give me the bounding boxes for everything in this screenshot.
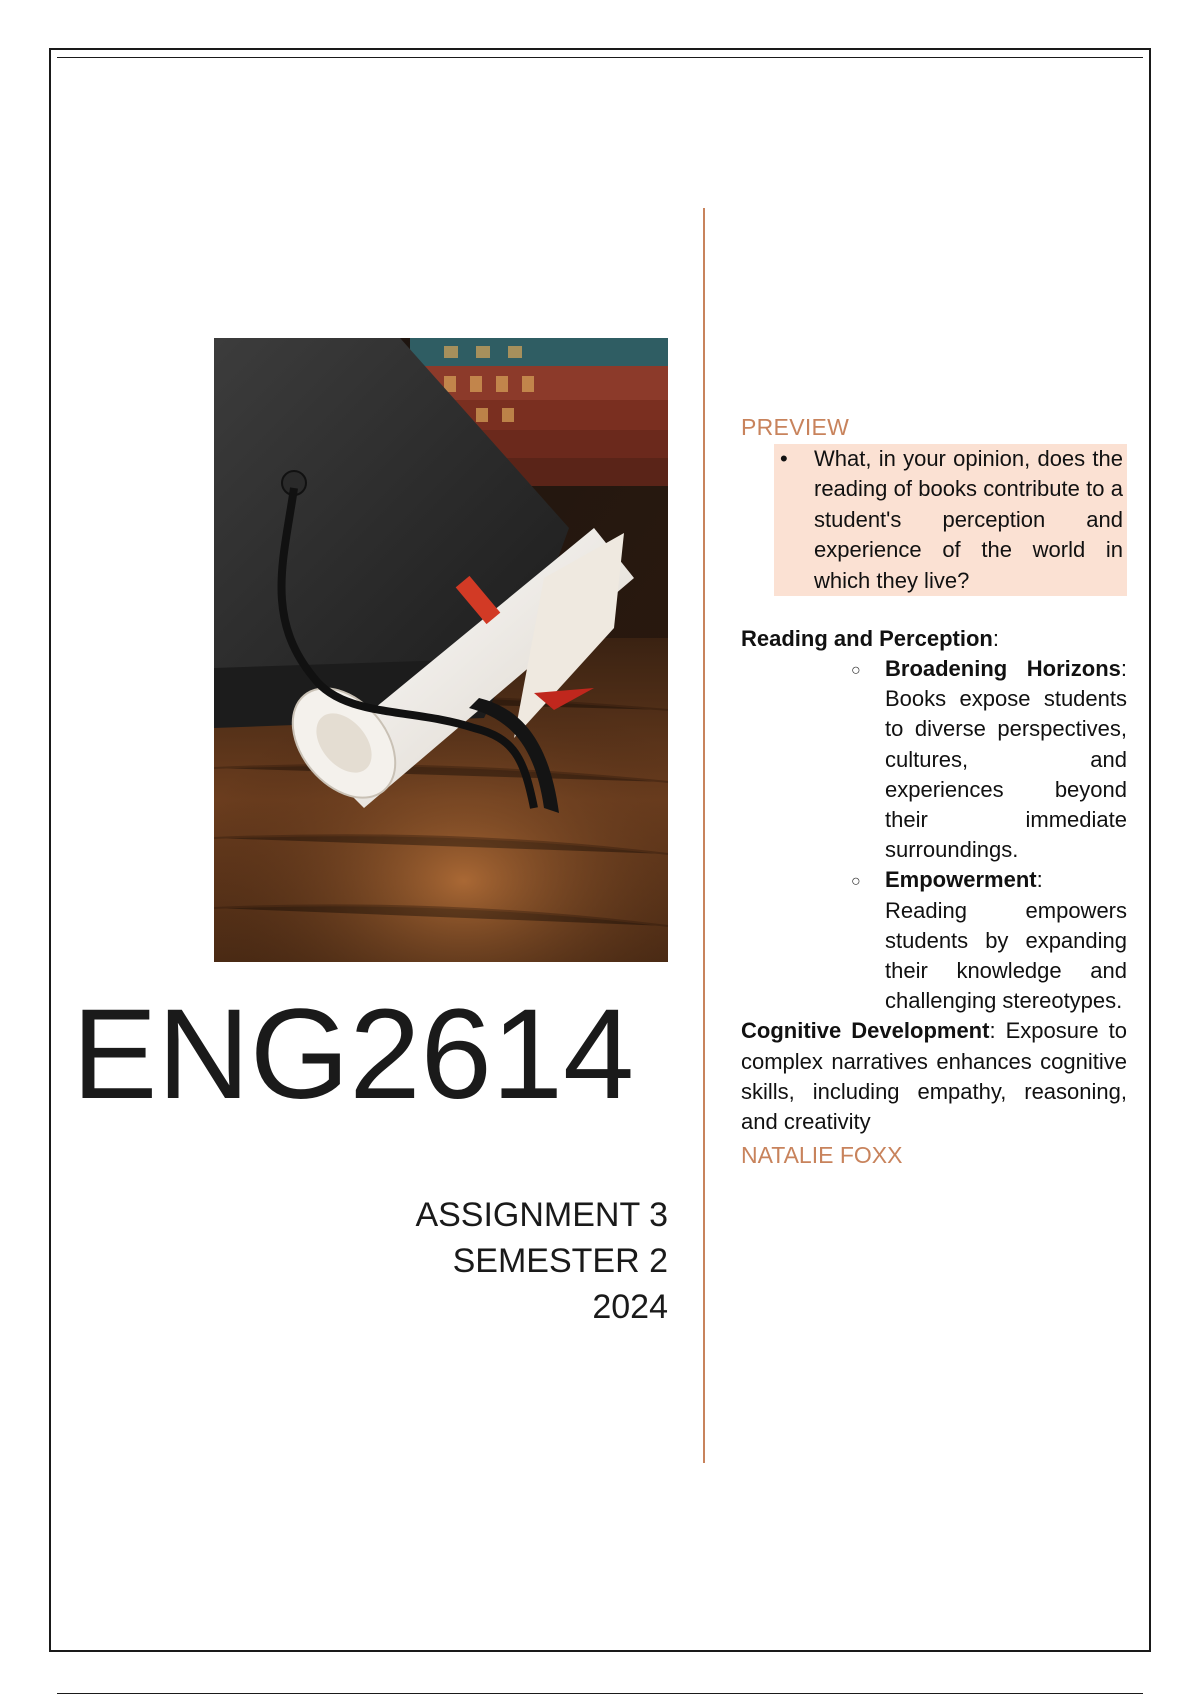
- list-item-empowerment: [851, 865, 1127, 1016]
- year: 2024: [592, 1288, 668, 1326]
- preview-question: What, in your opinion, does the reading of books contribute to a student's perception and experience of the world in which they live?: [814, 446, 1123, 593]
- section-heading-reading-perception: [741, 624, 1127, 654]
- circle-bullet-icon: ○: [851, 662, 861, 680]
- graduation-cap-icon: [214, 338, 668, 962]
- circle-bullet-icon: ○: [851, 873, 861, 891]
- assignment-number: ASSIGNMENT 3: [415, 1196, 668, 1234]
- cognitive-body: : Exposure to complex narratives enhances cognitive skills, including empathy, reasoning, and creativity: [741, 1018, 1127, 1135]
- preview-label: PREVIEW: [741, 414, 850, 440]
- summary-column: [741, 412, 1127, 1171]
- bullet-icon: •: [780, 446, 788, 471]
- list-item-text: [885, 654, 1127, 865]
- section-heading-colon: :: [992, 626, 999, 652]
- list-item-title: Empowerment: [885, 867, 1037, 893]
- course-code: ENG2614: [72, 983, 635, 1126]
- list-item-body: : Reading empowers students by expanding their knowledge and challenging stereotypes.: [885, 867, 1127, 1014]
- list-item-broadening-horizons: [851, 654, 1127, 865]
- list-item-text: [885, 865, 1127, 1016]
- list-item-title: Broadening Horizons: [885, 656, 1121, 682]
- footer-rule: [57, 1693, 1143, 1694]
- section-heading-text: Reading and Perception: [741, 626, 993, 652]
- cover-image: [214, 338, 668, 962]
- page-border-inner-rule: [57, 57, 1143, 58]
- semester: SEMESTER 2: [452, 1242, 668, 1280]
- reading-perception-list: [741, 654, 1127, 1016]
- column-divider: [703, 208, 705, 1463]
- preview-question-box: [774, 444, 1127, 596]
- list-item-body: : Books expose students to diverse perspectives, cultures, and experiences beyond their immediate surroundings.: [885, 656, 1127, 863]
- cognitive-title: Cognitive Development: [741, 1018, 990, 1044]
- author-name: NATALIE FOXX: [741, 1142, 903, 1169]
- cognitive-development-paragraph: [741, 1016, 1127, 1137]
- assignment-info: [300, 1192, 668, 1330]
